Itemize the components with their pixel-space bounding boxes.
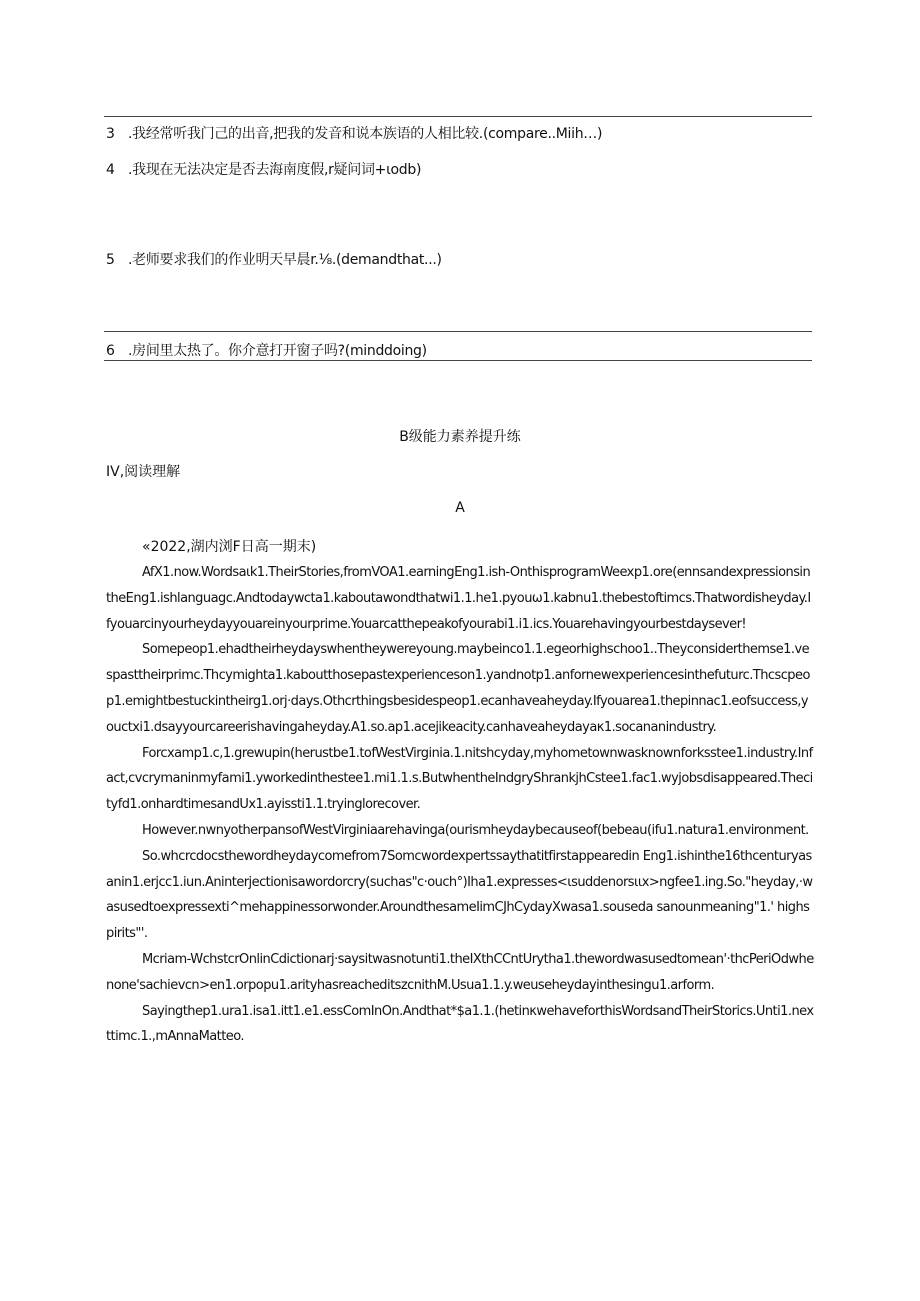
question-text: .我现在无法决定是否去海南度假,r疑问词+ιodb)	[128, 162, 422, 178]
paragraph: Somepeop1.ehadtheirheydayswhentheywereyoung.maybeinco1.1.egeorhighschoo1..Theyconsiderthemse1.vespasttheirprimc.Thcymighta1.kaboutthosepastexperienceson1.yandnotp1.anfornewexperiencesinthefuturc.Thcscpeop1.emightbestuckintheirg1.orj·days.Othcrthingsbesidespeop1.ecanhaveaheyday.Ifyouarea1.thepinnac1.eofsuccess,youctxi1.dsayyourcareerishavingaheyday.A1.so.ap1.acejikeacity.canhaveaheydayaκ1.socananindustry.	[106, 642, 810, 735]
paragraph: AfX1.now.Wordsaιk1.TheirStories,fromVOA1.earningEng1.ish-OnthisprogramWeexp1.ore(ennsandexpressionsintheEng1.ishlanguagc.Andtodaywcta1.kaboutawondthatwi1.1.he1.pyouω1.kabnu1.thebestoftimcs.Thatwordisheyday.Ifyouarcinyourheydayyouareinyourprime.Youarcatthepeakofyourabi1.i1.ics.Youarehavingyourbestdaysever!	[106, 565, 811, 632]
question-6	[106, 340, 427, 360]
question-number: 4	[106, 162, 115, 178]
paragraph: Sayingthep1.ura1.isa1.itt1.e1.essComInOn.Andthat*$a1.1.(hetinκwehaveforthisWordsandTheirStorics.Unti1.nexttimc.1.,mAnnaMatteo.	[106, 1003, 814, 1045]
question-4	[106, 159, 421, 179]
rule-mid	[104, 331, 812, 332]
part-heading: IV,阅读理解	[106, 464, 181, 480]
rule-top	[104, 116, 812, 117]
section-title: B级能力素养提升练	[399, 429, 521, 445]
question-number: 3	[106, 126, 115, 142]
question-text: .房间里太热了。你介意打开窗子吗?(minddoing)	[128, 343, 427, 359]
question-3	[106, 123, 602, 143]
passage-body	[106, 560, 814, 1050]
question-number: 6	[106, 343, 115, 359]
paragraph: Forcxamp1.c,1.grewupin(herustbe1.tofWestVirginia.1.nitshcyday,myhometownwasknownforksstee1.industry.Infact,cvcrymaninmyfami1.yworkedinthestee1.mi1.1.s.ButwhentheIndgryShrankjhCstee1.fac1.wyjobsdisappeared.Thecityfd1.onhardtimesandUx1.ayissti1.1.tryinglorecover.	[106, 745, 813, 813]
question-text: .我经常听我门己的出音,把我的发音和说本族语的人相比较.(compare..Miih…)	[128, 126, 603, 142]
paragraph: However.nwnyotherpansofWestVirginiaarehavinga(ourismheydaybecauseof(bebeau(ifu1.natura1.environment.	[142, 822, 809, 838]
question-text: .老师要求我们的作业明天早晨r.⅛.(demandthat...)	[128, 252, 442, 268]
question-5	[106, 249, 442, 269]
rule-bottom	[104, 360, 812, 361]
paragraph: So.whcrcdocsthewordheydaycomefrom7Somcwordexpertssaythatitfirstappearedin Eng1.ishinthe16thcenturyasanin1.erjcc1.iun.Aninterjectionisawordorcry(suchas"c·ouch°)Iha1.expresses<ιsuddenorsιιx>ngfee1.ing.So."heyday,·wasusedtoexpressexti^mehappinessorwonder.AroundthesameIimCJhCydayXwasa1.souseda sanounmeaning"1.' highspirits"'.	[106, 848, 813, 942]
passage-source: «2022,湖内浏F日高一期末)	[142, 539, 317, 555]
paragraph: Mcriam-WchstcrOnlinCdictionarj·saysitwasnotunti1.theIXthCCntUrytha1.thewordwasusedtomean'·thcPeriOdwhenone'sachievcn>en1.orpopu1.arityhasreacheditszcnithΜ.Usua1.1.y.weuseheydayinthesingu1.arform.	[106, 951, 814, 993]
question-number: 5	[106, 252, 115, 268]
passage-label: A	[455, 500, 465, 516]
